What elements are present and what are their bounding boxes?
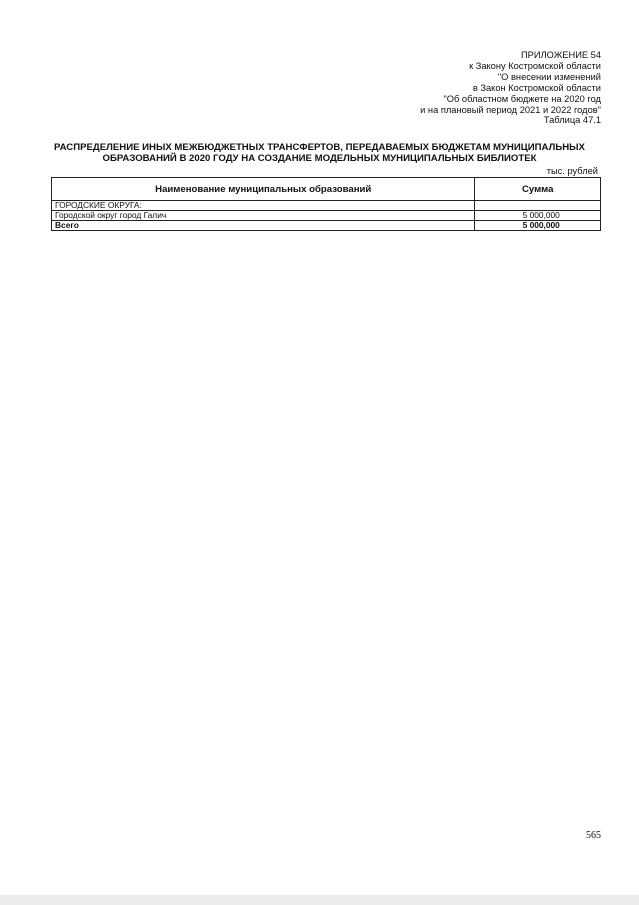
units-label: тыс. рублей	[546, 166, 598, 176]
appendix-header	[420, 50, 601, 126]
row-sum	[475, 201, 601, 211]
appendix-line: в Закон Костромской области	[472, 82, 601, 93]
table-row	[52, 211, 601, 221]
footer-band	[0, 895, 639, 905]
row-sum: 5 000,000	[475, 211, 601, 221]
appendix-line: ПРИЛОЖЕНИЕ 54	[521, 50, 601, 60]
table-row	[52, 201, 601, 211]
page-number: 565	[586, 830, 601, 841]
title-line-1: РАСПРЕДЕЛЕНИЕ ИНЫХ МЕЖБЮДЖЕТНЫХ ТРАНСФЕРТОВ, ПЕРЕДАВАЕМЫХ БЮДЖЕТАМ МУНИЦИПАЛЬНЫХ	[54, 142, 585, 153]
table-header-row	[52, 178, 601, 201]
row-name: Городской округ город Галич	[52, 211, 475, 221]
appendix-line: и на плановый период 2021 и 2022 годов"	[420, 104, 601, 115]
table-total-row	[52, 221, 601, 231]
total-sum: 5 000,000	[475, 221, 601, 231]
appendix-line: к Закону Костромской области	[469, 60, 601, 71]
row-name: ГОРОДСКИЕ ОКРУГА:	[52, 201, 475, 211]
appendix-line: "Об областном бюджете на 2020 год	[443, 93, 601, 104]
total-label: Всего	[52, 221, 475, 231]
transfers-table	[51, 177, 601, 231]
header-name: Наименование муниципальных образований	[52, 178, 475, 201]
title-line-2: ОБРАЗОВАНИЙ В 2020 ГОДУ НА СОЗДАНИЕ МОДЕЛЬНЫХ МУНИЦИПАЛЬНЫХ БИБЛИОТЕК	[102, 153, 537, 164]
document-title	[40, 142, 599, 164]
table-number: Таблица 47.1	[543, 115, 601, 126]
appendix-line: "О внесении изменений	[497, 71, 601, 82]
header-sum: Сумма	[475, 178, 601, 201]
